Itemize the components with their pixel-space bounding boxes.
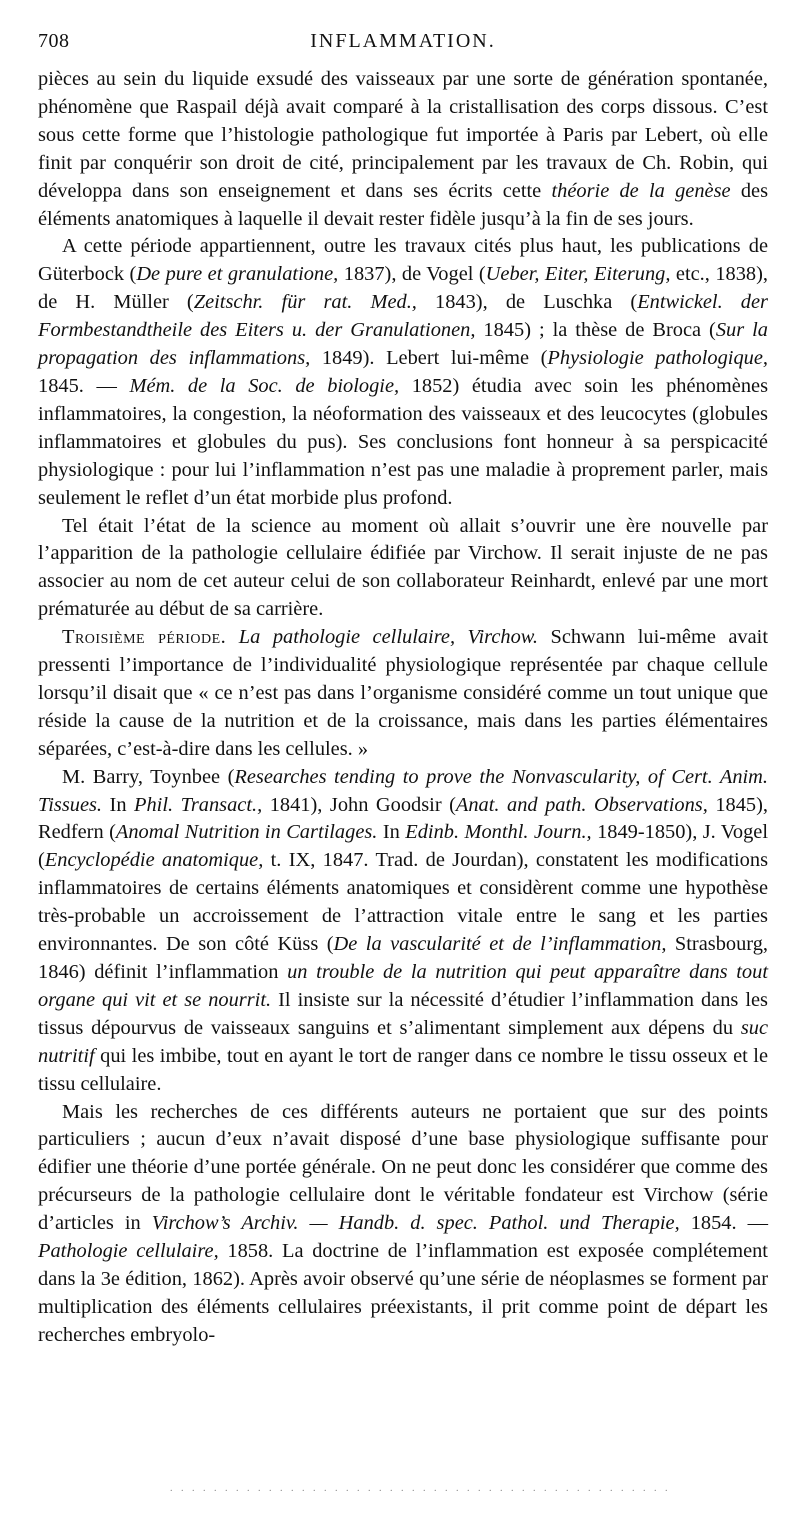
- italic-run: Virchow’s Archiv. — Handb. d. spec. Pathol. und Therapie,: [151, 1212, 680, 1235]
- text-run: 1845) ; la thèse de Broca (: [475, 319, 716, 342]
- text-run: qui les imbibe, tout en ayant le tort de ranger dans ce nombre le tissu osseux et le tissu cellulaire.: [38, 1044, 768, 1095]
- italic-run: Researches tending to prove the Nonvascularity, of Cert. Anim. Tissues.: [38, 765, 769, 816]
- text-run: 1841), John Goodsir (: [262, 793, 456, 816]
- paragraph: [38, 764, 768, 1099]
- italic-run: Anomal Nutrition in Cartilages.: [115, 821, 378, 844]
- italic-run: La pathologie cellulaire, Virchow.: [238, 626, 538, 649]
- text-run: 1849-1850), J. Vogel (: [38, 821, 769, 872]
- text-run: In: [377, 821, 406, 844]
- text-run: Strasbourg, 1846) définit l’inflammation: [38, 933, 768, 983]
- text-run: [226, 626, 239, 648]
- text-run: 1854. —: [679, 1212, 768, 1235]
- italic-run: un trouble de la nutrition qui peut apparaître dans tout organe qui vit et se nourrit.: [38, 961, 768, 1011]
- italic-run: Edinb. Monthl. Journ.,: [405, 821, 592, 844]
- text-run: 1858. La doctrine de l’inflammation est exposée complétement dans la 3e édition, 1862). Après avoir observé qu’une série de néoplasmes se forment par multiplication des éléments cellulaires préexistants, il prit comme point de départ les recherches embryolo-: [38, 1240, 768, 1346]
- italic-run: suc nutritif: [38, 1016, 768, 1067]
- page-number: 708: [38, 30, 70, 52]
- text-run: In: [102, 793, 135, 816]
- text-run: des éléments anatomiques à laquelle il devait rester fidèle jusqu’à la fin de ses jours.: [38, 179, 769, 230]
- paragraph: [38, 233, 768, 512]
- italic-run: Pathologie cellulaire,: [38, 1240, 219, 1263]
- text-run: Tel était l’état de la science au moment où allait s’ouvrir une ère nouvelle par l’apparition de la pathologie cellulaire édifiée par Virchow. Il serait injuste de ne pas associer au nom de cet auteur celui de son collaborateur Reinhardt, enlevé par une mort prématurée au début de sa carrière.: [38, 514, 768, 621]
- paragraph: [38, 66, 768, 233]
- text-run: 1843), de Luschka (: [416, 291, 638, 314]
- italic-run: Mém. de la Soc. de biologie,: [129, 374, 400, 397]
- text-run: 1837), de Vogel (: [338, 263, 486, 286]
- italic-run: Entwickel. der Formbestandtheile des Eiters u. der Granulationen,: [38, 291, 768, 342]
- section-heading-run: Troisième période.: [62, 626, 227, 649]
- text-run: pièces au sein du liquide exsudé des vaisseaux par une sorte de génération spontanée, phénomène que Raspail déjà avait comparé à la cristallisation des corps dissous. C’est sous cette forme que l’histologie pathologique fut importée à Paris par Lebert, où elle finit par conquérir son droit de cité, principalement par les travaux de Ch. Robin, qui développa dans son enseignement et dans ses écrits cette: [38, 68, 768, 202]
- running-head: [38, 30, 768, 58]
- text-run: 1845), Redfern (: [38, 793, 768, 844]
- text-run: Il insiste sur la nécessité d’étudier l’inflammation dans les tissus dépourvus de vaisseaux sanguins et s’alimentant simplement aux dépens du: [38, 988, 768, 1039]
- text-run: 1845. —: [38, 374, 130, 397]
- italic-run: Phil. Transact.,: [134, 793, 263, 816]
- paragraph: [38, 624, 768, 764]
- italic-run: Physiologie pathologique,: [547, 347, 768, 370]
- paragraph: [38, 513, 768, 625]
- italic-run: De la vascularité et de l’inflammation,: [333, 933, 667, 956]
- italic-run: De pure et granulatione,: [136, 263, 339, 286]
- italic-run: Ueber, Eiter, Eiterung,: [485, 263, 671, 286]
- text-run: Mais les recherches de ces différents auteurs ne portaient que sur des points particuliers ; aucun d’eux n’avait disposé d’une base physiologique suffisante pour édifier une théorie d’une portée générale. On ne peut donc les considérer que comme des précurseurs de la pathologie cellulaire dont le véritable fondateur est Virchow (série d’articles in: [38, 1100, 768, 1235]
- text-run: Schwann lui-même avait pressenti l’importance de l’individualité physiologique représentée par chaque cellule lorsqu’il disait que « ce n’est pas dans l’organisme considéré comme un tout unique que réside la cause de la nutrition et de la croissance, mais dans les parties élémentaires séparées, c’est-à-dire dans les cellules. »: [38, 626, 769, 760]
- text-run: 1849). Lebert lui-même (: [310, 347, 548, 370]
- running-title: INFLAMMATION.: [310, 30, 496, 52]
- italic-run: Anat. and path. Observations,: [455, 793, 708, 816]
- text-run: M. Barry, Toynbee (: [62, 765, 235, 788]
- text-run: A cette période appartiennent, outre les travaux cités plus haut, les publications de Güterbock (: [38, 235, 768, 286]
- italic-run: Zeitschr. für rat. Med.,: [193, 291, 417, 314]
- body-text: [38, 66, 768, 1350]
- text-run: etc., 1838), de H. Müller (: [38, 263, 769, 314]
- text-run: t. IX, 1847. Trad. de Jourdan), constatent les modifications inflammatoires de certains éléments anatomiques et considèrent comme une hypothèse très-probable un accroissement de l’attraction vitale entre le sang et les parties environnantes. De son côté Küss (: [38, 849, 768, 956]
- paragraph: [38, 1099, 768, 1350]
- italic-run: Encyclopédie anatomique,: [44, 849, 264, 872]
- text-run: 1852) étudia avec soin les phénomènes inflammatoires, la congestion, la néoformation des vaisseaux et des leucocytes (globules inflammatoires et globules du pus). Ses conclusions font honneur à sa perspicacité physiologique : pour lui l’inflammation n’est pas une maladie à proprement parler, mais seulement le reflet d’un état morbide plus profond.: [38, 374, 769, 509]
- italic-run: théorie de la genèse: [551, 179, 731, 202]
- italic-run: Sur la propagation des inflammations,: [38, 319, 768, 370]
- bleed-through-footer: . . . . . . . . . . . . . . . . . . . . . . . . . . . . . . . . . . . . . . . . . . . . . .: [170, 1486, 671, 1492]
